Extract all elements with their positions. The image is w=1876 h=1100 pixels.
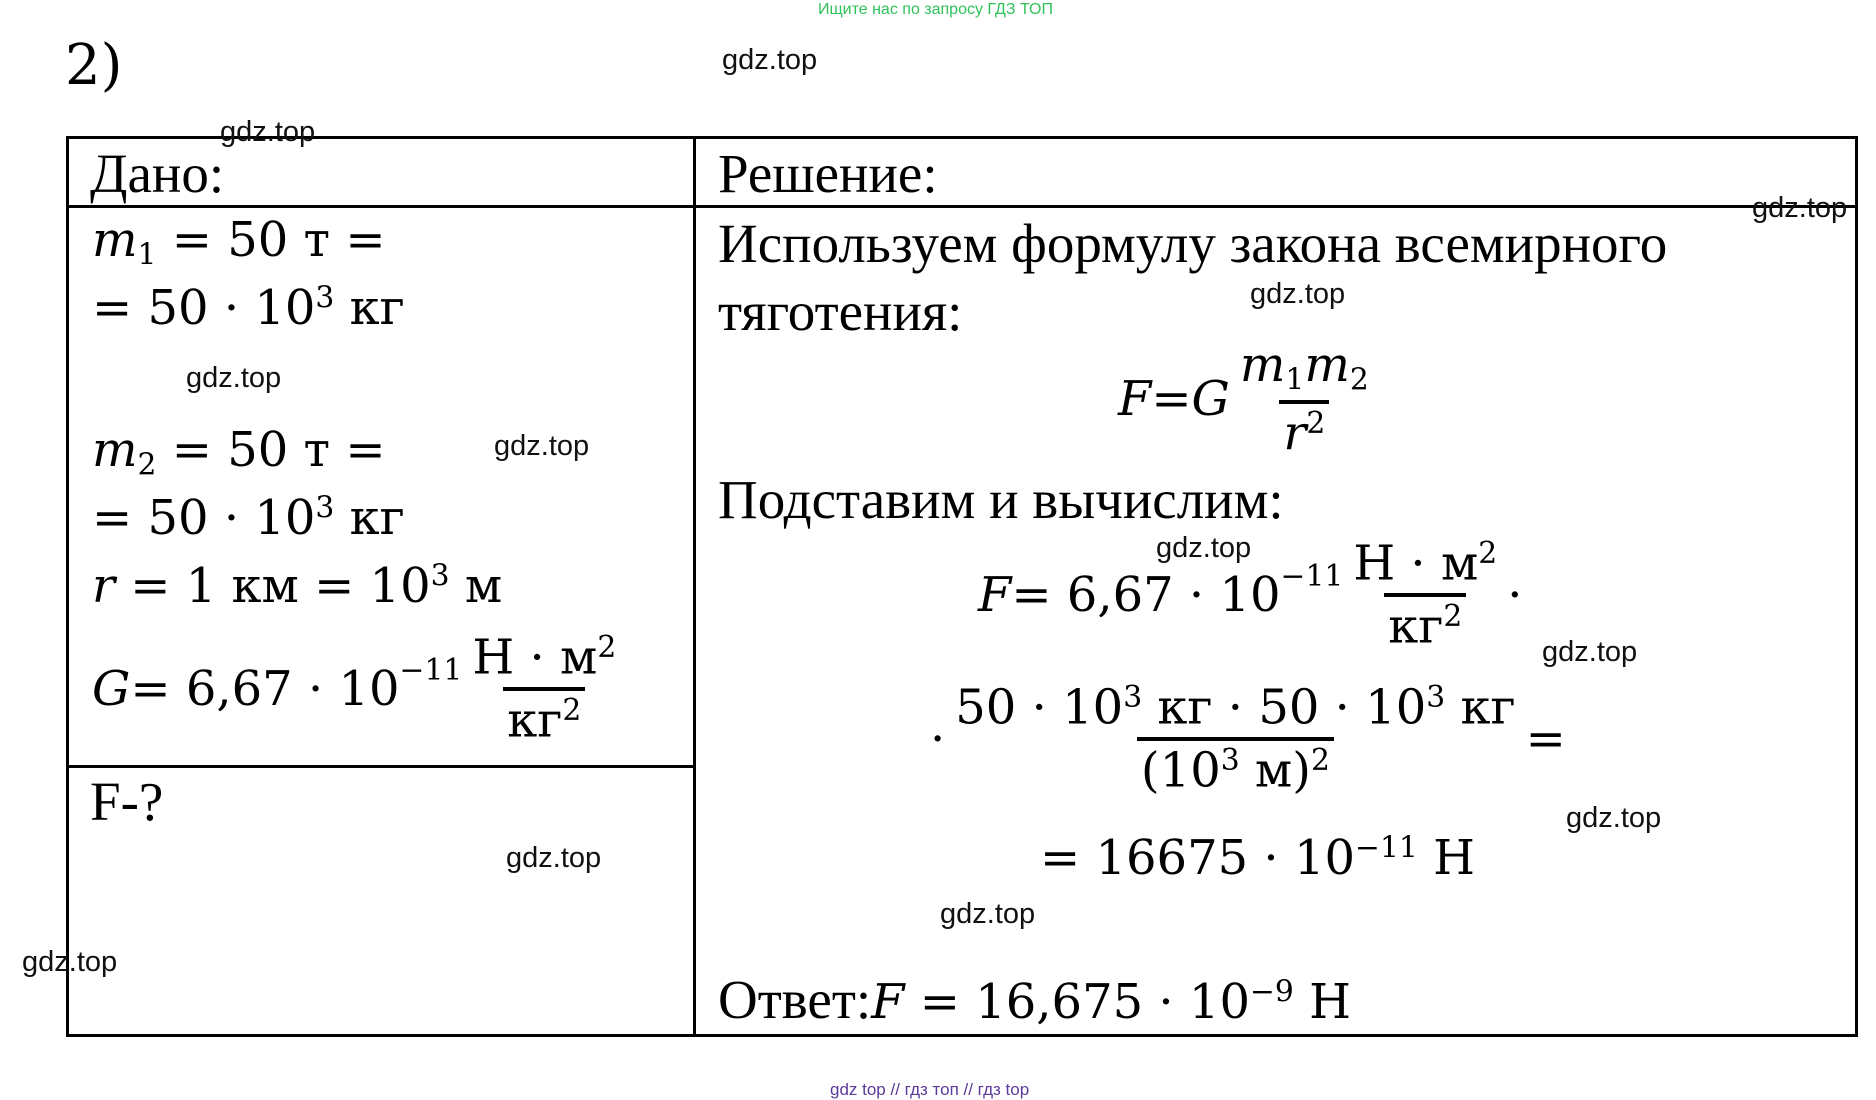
table-divider-vertical	[693, 136, 696, 1037]
watermark: gdz.top	[22, 946, 118, 978]
gravity-formula: F = G $\frac{m_1m_2}{r^2}$	[1118, 340, 1379, 458]
table-border-left	[66, 136, 69, 1037]
watermark: gdz.top	[940, 898, 1036, 930]
table-header-divider	[66, 205, 1858, 208]
calc-line2: · $\frac{50 \cdot 10^3 кг \cdot 50 \cdot 10^3 кг}{(10^3 м)^2}$ =	[930, 679, 1566, 799]
watermark: gdz.top	[1752, 192, 1848, 224]
watermark: gdz.top	[1566, 802, 1662, 834]
solution-intro-line1: Используем формулу закона всемирного	[718, 213, 1668, 274]
given-m2-line1: $m_2 = 50$ т =	[92, 422, 386, 483]
formula-fraction: $\frac{m_1m_2}{r^2}$	[1239, 337, 1369, 461]
given-m2-line2: = $50 \cdot 10^3$ кг	[92, 490, 405, 546]
m1-symbol: m	[92, 212, 138, 268]
calc2-fraction: $\frac{50 \cdot 10^3 кг \cdot 50 \cdot 10^3 кг}{(10^3 м)^2}$	[955, 679, 1516, 799]
G-symbol: G	[92, 660, 131, 717]
r-symbol: r	[92, 558, 115, 614]
search-banner: Ищите нас по запросу ГДЗ ТОП	[818, 1, 1053, 18]
m2-symbol: m	[92, 422, 138, 478]
given-find-divider	[66, 765, 695, 768]
calc1-units-fraction: $\frac{Н \cdot м^2}{кг^2}$	[1353, 535, 1498, 655]
watermark: gdz.top	[506, 842, 602, 874]
solution-intro-line2: тяготения:	[718, 281, 963, 342]
watermark: gdz.top	[220, 116, 316, 148]
calc-line1: F = 6,67 · 10 $^{-11}$ $\frac{Н \cdot м^2}{кг^2}$ ·	[978, 535, 1523, 655]
given-r-line: r = 1 км = $10^3$ м	[92, 558, 503, 614]
given-m1-line1: $m_1 = 50$ т =	[92, 212, 386, 273]
given-m1-line2: = $50 \cdot 10^3$ кг	[92, 280, 405, 336]
table-border-top	[66, 136, 1858, 139]
find-text: F-?	[90, 771, 164, 832]
given-G-line: G = 6,67 · 10 $^{-11}$ $\frac{Н \cdot м^2}{кг^2}$	[92, 632, 626, 746]
answer-label: Ответ:	[718, 969, 872, 1030]
given-header: Дано:	[90, 143, 225, 204]
footer-text: gdz top // гдз топ // гдз top	[830, 1080, 1030, 1099]
answer-line: Ответ:F = $16,675 \cdot 10^{-9}$ Н	[718, 969, 1351, 1030]
solution-header: Решение:	[718, 143, 938, 204]
table-border-bottom	[66, 1034, 1858, 1037]
watermark: gdz.top	[494, 430, 590, 462]
watermark: gdz.top	[1542, 636, 1638, 668]
watermark: gdz.top	[722, 44, 818, 76]
solution-substitute: Подставим и вычислим:	[718, 469, 1284, 530]
watermark: gdz.top	[1156, 532, 1252, 564]
watermark: gdz.top	[1250, 278, 1346, 310]
G-units-fraction: $\frac{Н \cdot м^2}{кг^2}$	[472, 629, 617, 749]
table-border-right	[1855, 136, 1858, 1037]
watermark: gdz.top	[186, 362, 282, 394]
problem-number: 2)	[65, 33, 123, 98]
calc-result: = $16675 \cdot 10^{-11}$ Н	[1040, 830, 1475, 886]
